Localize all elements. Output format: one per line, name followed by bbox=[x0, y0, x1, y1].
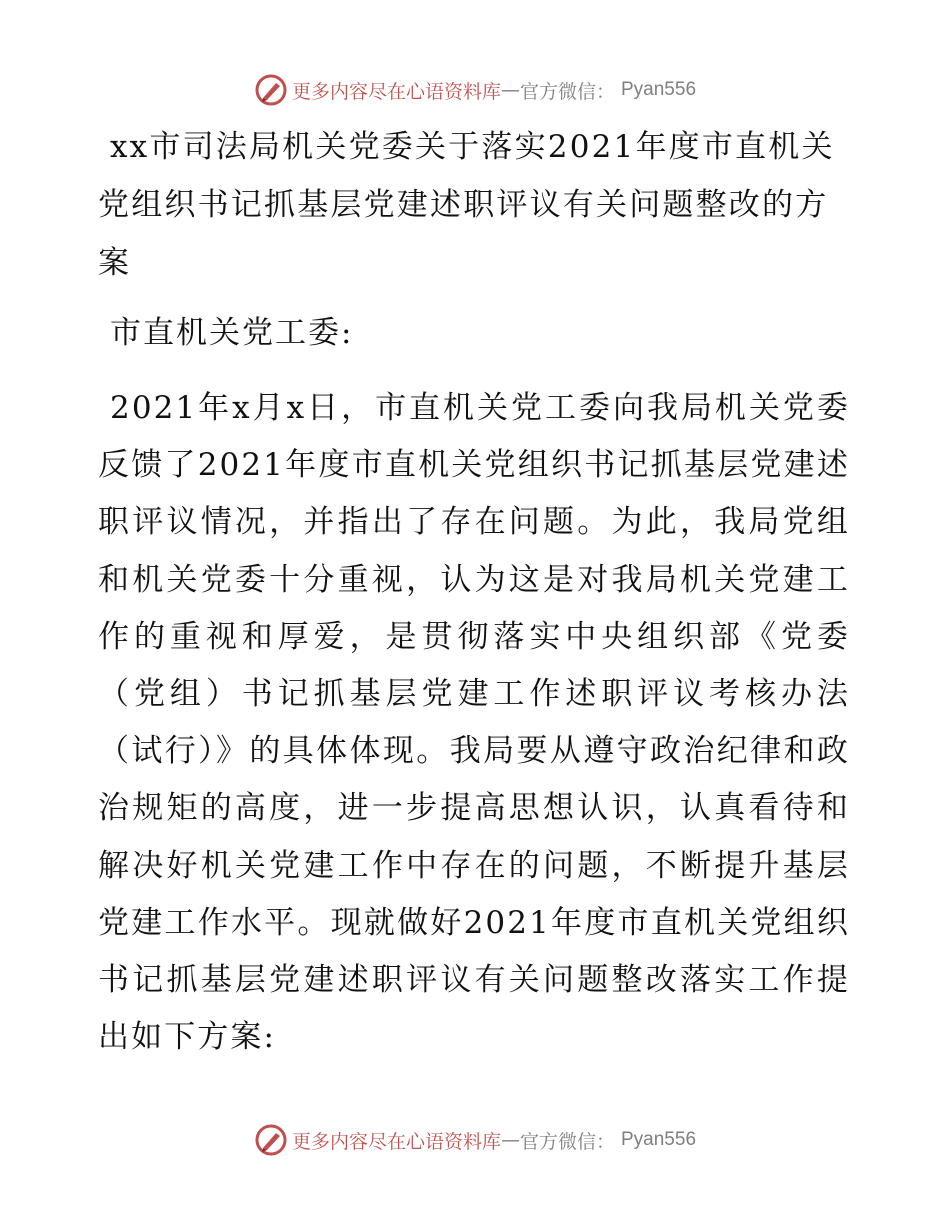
banner-wechat-id: Pyan556 bbox=[621, 79, 697, 100]
banner-wechat-label: 官方微信： bbox=[519, 1130, 615, 1153]
banner-separator: — bbox=[500, 1129, 520, 1151]
banner-text: 更多内容尽在心语资料库 bbox=[291, 1130, 501, 1153]
footer-banner bbox=[0, 1120, 950, 1160]
banner-wechat-label: 官方微信： bbox=[519, 80, 615, 103]
header-banner bbox=[0, 70, 950, 110]
banner-wechat-id: Pyan556 bbox=[621, 1129, 697, 1150]
document-salutation: 市直机关党工委: bbox=[110, 315, 354, 351]
pen-circle-logo-icon bbox=[254, 73, 288, 107]
document-title: xx市司法局机关党委关于落实2021年度市直机关党组织书记抓基层党建述职评议有关问题整改的方案 bbox=[98, 129, 835, 281]
banner-text: 更多内容尽在心语资料库 bbox=[291, 80, 501, 103]
banner-separator: — bbox=[500, 79, 520, 101]
document-body bbox=[98, 118, 850, 1066]
document-paragraph: 2021年x月x日，市直机关党工委向我局机关党委反馈了2021年度市直机关党组织书记抓基层党建述职评议情况，并指出了存在问题。为此，我局党组和机关党委十分重视，认为这是对我局机关党建工作的重视和厚爱，是贯彻落实中央组织部《党委（党组）书记抓基层党建工作述职评议考核办法（试行）》的具体体现。我局要从遵守政治纪律和政治规矩的高度，进一步提高思想认识，认真看待和解决好机关党建工作中存在的问题，不断提升基层党建工作水平。现就做好2021年度市直机关党组织书记抓基层党建述职评议有关问题整改落实工作提出如下方案: bbox=[98, 390, 850, 1056]
pen-circle-logo-icon bbox=[254, 1123, 288, 1157]
